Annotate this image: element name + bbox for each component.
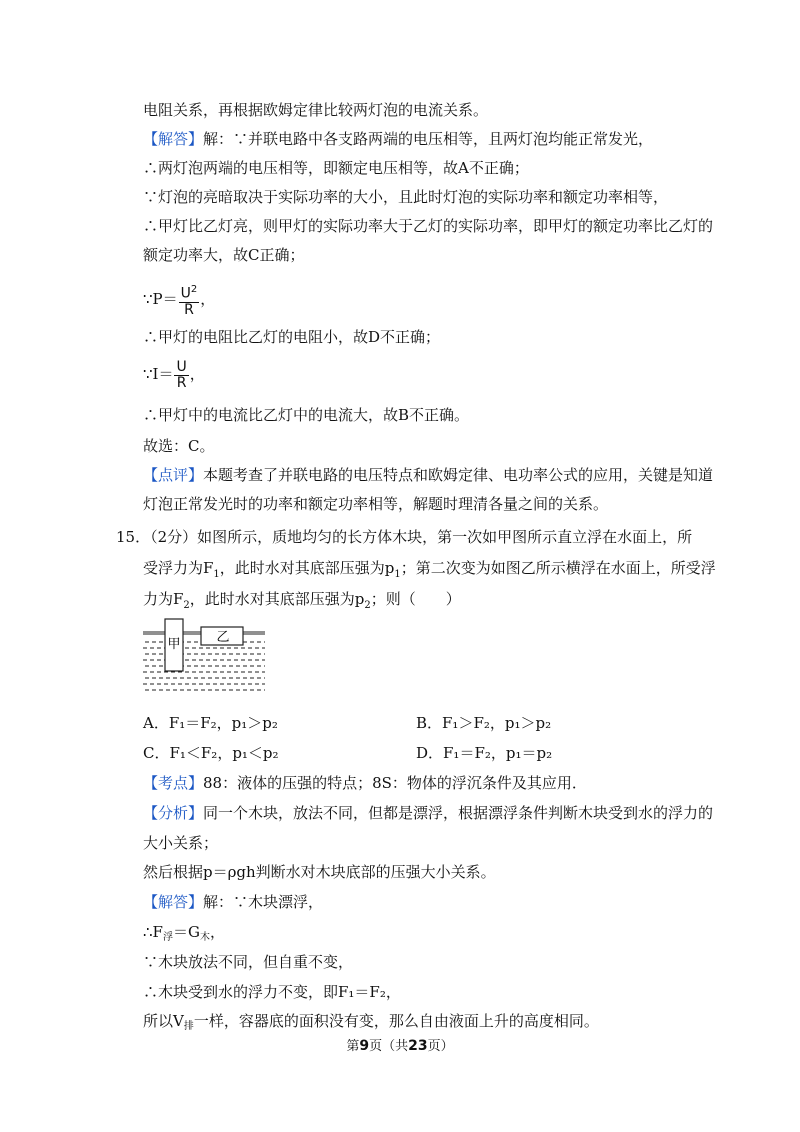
- question-line: [143, 589, 461, 616]
- text-line: 然后根据p＝ρgh判断水对木块底部的压强大小关系。: [143, 863, 496, 881]
- comment-line: [143, 465, 713, 485]
- answer-text: 解：∵木块漂浮，: [203, 893, 324, 911]
- question-text: ；则（ ）: [370, 590, 461, 608]
- subscript: 浮: [162, 932, 173, 943]
- text-line: ∴甲灯比乙灯亮，则甲灯的实际功率大于乙灯的实际功率，即甲灯的额定功率比乙灯的: [143, 217, 714, 235]
- option-d: D．F₁＝F₂，p₁＝p₂: [416, 744, 553, 762]
- exponent: 2: [190, 284, 198, 295]
- analysis-tag: 【分析】: [143, 804, 204, 822]
- option-a: A．F₁＝F₂，p₁＞p₂: [143, 714, 278, 732]
- question-text: 力为F: [143, 590, 184, 608]
- footer-text: 页）: [427, 1039, 454, 1054]
- footer-text: 第: [346, 1039, 360, 1054]
- label-jia: 甲: [167, 637, 181, 652]
- equation-text: ，: [209, 923, 225, 941]
- subscript: 排: [183, 1021, 194, 1032]
- text-line: 灯泡正常发光时的功率和额定功率相等，解题时理清各量之间的关系。: [143, 495, 609, 513]
- page-footer: [0, 1035, 800, 1054]
- fraction: [179, 282, 200, 318]
- comment-text: 本题考查了并联电路的电压特点和欧姆定律、电功率公式的应用，关键是知道: [203, 466, 714, 484]
- option-b: B．F₁＞F₂，p₁＞p₂: [416, 714, 552, 732]
- formula-suffix: ，: [200, 289, 216, 308]
- text-line: ∵灯泡的亮暗取决于实际功率的大小，且此时灯泡的实际功率和额定功率相等，: [143, 188, 669, 206]
- question-line: [116, 527, 692, 547]
- numerator: U: [180, 285, 191, 302]
- question-text: ，此时水对其底部压强为p: [189, 590, 365, 608]
- knowledge-tag: 【考点】: [143, 774, 204, 792]
- question-text: （2分）如图所示，质地均匀的长方体木块，第一次如甲图所示直立浮在水面上，所: [150, 528, 693, 546]
- text-line: ∴甲灯中的电流比乙灯中的电流大，故B不正确。: [143, 406, 470, 424]
- answer-text: 解：∵并联电路中各支路两端的电压相等，且两灯泡均能正常发光，: [203, 130, 654, 148]
- equation-text: ∴F: [143, 923, 163, 941]
- answer-tag: 【解答】: [143, 130, 204, 148]
- text-line: ∵木块放法不同，但自重不变，: [143, 953, 354, 971]
- water-dashes: [143, 642, 265, 690]
- text-line: 电阻关系，再根据欧姆定律比较两灯泡的电流关系。: [143, 101, 489, 119]
- footer-text: 页（共: [369, 1039, 409, 1054]
- subscript: 1: [213, 569, 220, 580]
- answer-line: [143, 892, 323, 912]
- text-line: ∴甲灯的电阻比乙灯的电阻小，故D不正确；: [143, 328, 441, 346]
- fraction: [174, 360, 188, 391]
- subscript: 2: [183, 600, 190, 611]
- analysis-text: 同一个木块，放法不同，但都是漂浮，根据漂浮条件判断木块受到水的浮力的: [203, 804, 714, 822]
- formula-power: [143, 282, 215, 318]
- text-segment: 一样，容器底的面积没有变，那么自由液面上升的高度相同。: [193, 1012, 599, 1030]
- text-line: ∴木块受到水的浮力不变，即F₁＝F₂，: [143, 983, 401, 1001]
- subscript: 2: [364, 600, 371, 611]
- floating-block-figure: [143, 618, 265, 694]
- text-line: 故选：C。: [143, 437, 215, 455]
- answer-line: [143, 129, 653, 149]
- page-total: 23: [408, 1038, 428, 1054]
- text-segment: 所以V: [143, 1012, 184, 1030]
- question-number: 15．: [116, 528, 151, 546]
- denominator: R: [184, 301, 194, 318]
- label-yi: 乙: [216, 630, 230, 645]
- subscript: 木: [199, 932, 210, 943]
- question-text: ；第二次变为如图乙所示横浮在水面上，所受浮: [400, 559, 716, 577]
- analysis-line: [143, 803, 713, 823]
- question-text: ，此时水对其底部压强为p: [219, 559, 395, 577]
- knowledge-line: [143, 773, 587, 793]
- text-line: ∴两灯泡两端的电压相等，即额定电压相等，故A不正确；: [143, 159, 529, 177]
- text-line: [143, 1011, 599, 1037]
- numerator: U: [176, 358, 187, 375]
- text-line: 额定功率大，故C正确；: [143, 246, 305, 264]
- formula-prefix: ∵P＝: [143, 289, 178, 308]
- answer-tag: 【解答】: [143, 893, 204, 911]
- denominator: R: [176, 374, 187, 391]
- equation-text: ＝G: [172, 923, 200, 941]
- subscript: 1: [394, 569, 401, 580]
- question-text: 受浮力为F: [143, 559, 214, 577]
- option-c: C．F₁＜F₂，p₁＜p₂: [143, 744, 279, 762]
- formula-suffix: ，: [189, 365, 205, 383]
- page-number: 9: [359, 1038, 370, 1054]
- knowledge-text: 88：液体的压强的特点；8S：物体的浮沉条件及其应用．: [203, 774, 587, 792]
- comment-tag: 【点评】: [143, 466, 204, 484]
- question-line: [143, 558, 716, 585]
- formula-current: [143, 358, 205, 391]
- text-line: 大小关系；: [143, 834, 219, 852]
- equation-line: [143, 922, 225, 948]
- formula-prefix: ∵I＝: [143, 365, 174, 383]
